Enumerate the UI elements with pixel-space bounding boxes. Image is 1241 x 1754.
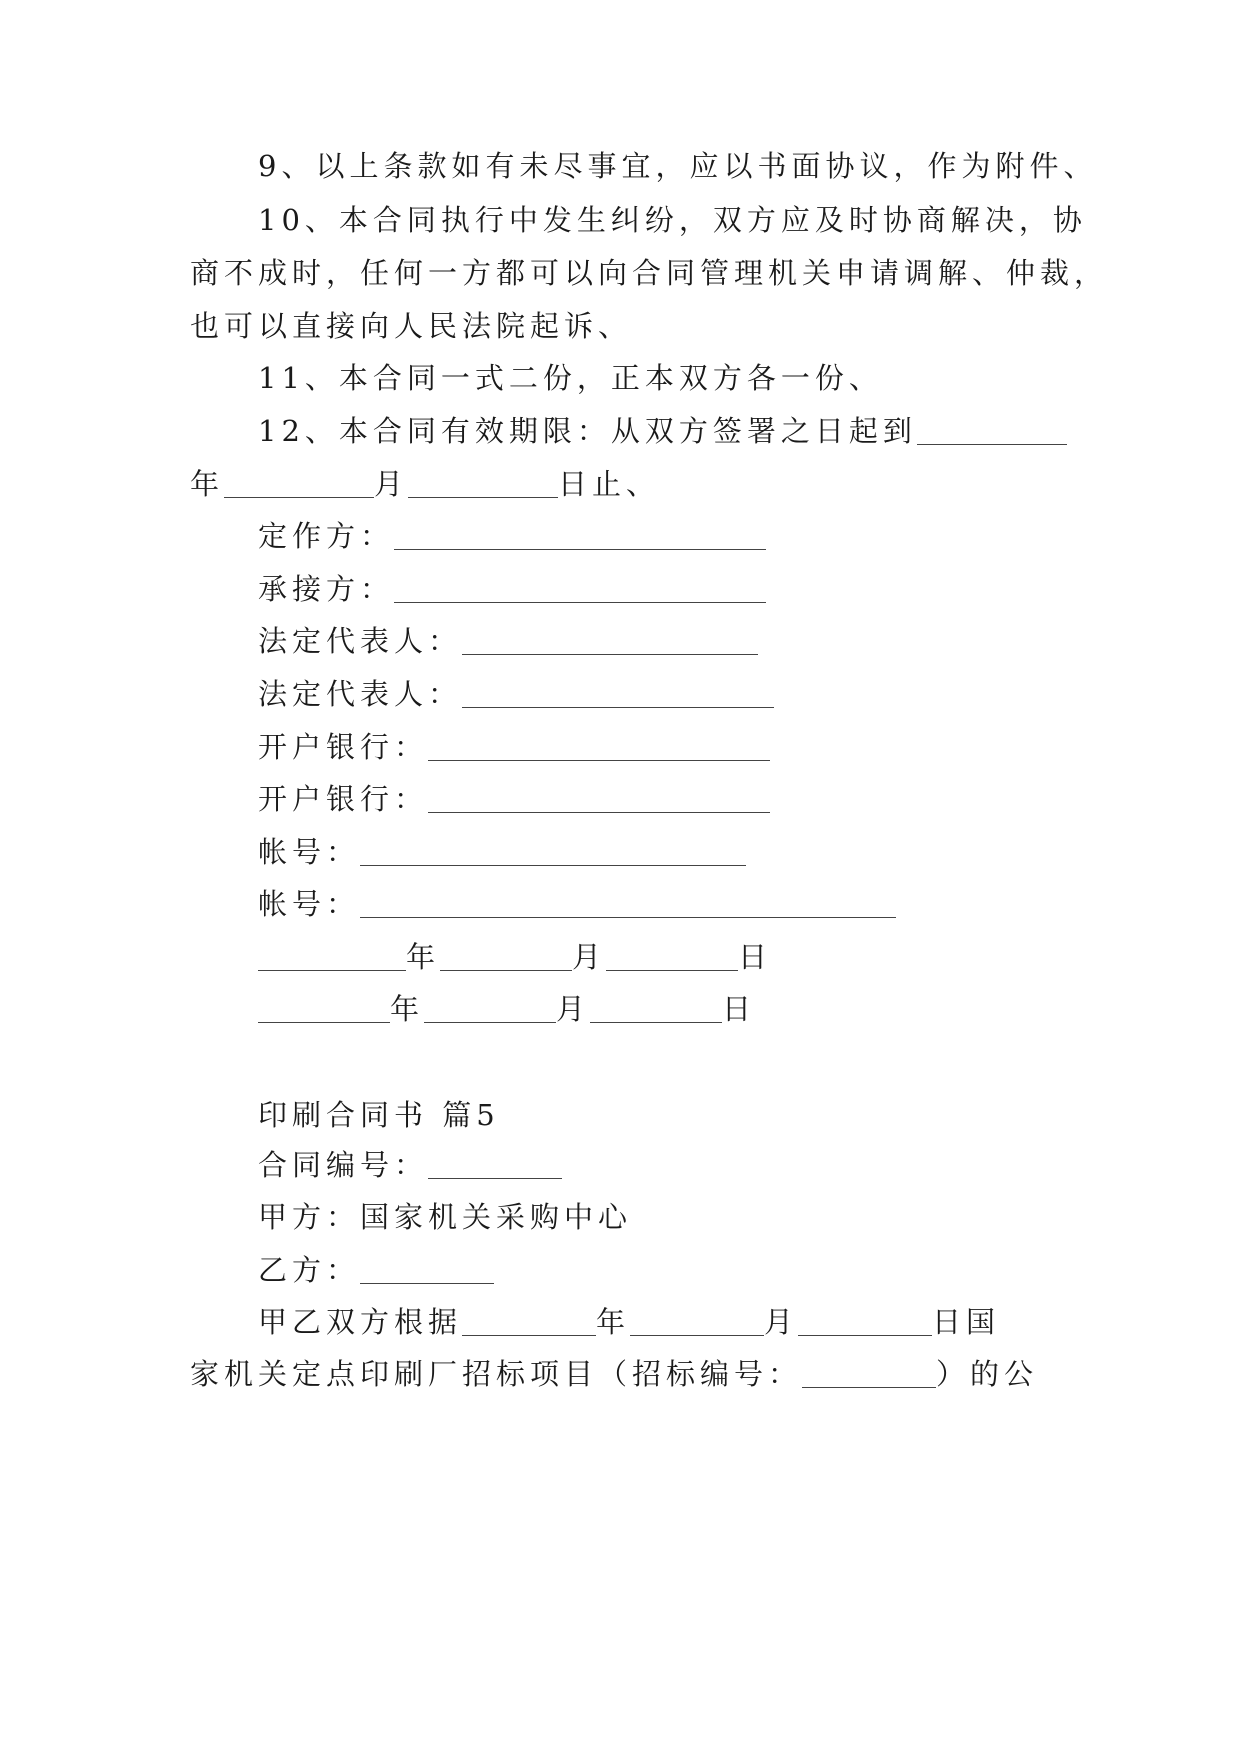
bank-2-line bbox=[258, 779, 770, 819]
date-line-2 bbox=[258, 989, 756, 1029]
year-blank-2 bbox=[224, 467, 374, 498]
date-1-day-blank bbox=[606, 940, 738, 971]
party-a: 甲方：国家机关采购中心 bbox=[258, 1200, 633, 1234]
bank-2-blank bbox=[428, 782, 770, 813]
date-1-day: 日 bbox=[738, 940, 773, 974]
orderer-blank bbox=[394, 519, 766, 550]
legal-rep-1-line bbox=[258, 621, 758, 661]
contract-no-label: 合同编号： bbox=[258, 1148, 429, 1182]
clause-12-line-2 bbox=[190, 464, 660, 504]
clause-11: 11、本合同一式二份，正本双方各一份、 bbox=[258, 361, 883, 395]
party-b-label: 乙方： bbox=[258, 1253, 361, 1287]
clause-10-line-1: 10、本合同执行中发生纠纷，双方应及时协商解决，协 bbox=[258, 203, 1087, 237]
month-label: 月 bbox=[374, 467, 409, 501]
legal-rep-1-label: 法定代表人： bbox=[258, 624, 463, 658]
date-2-year-blank bbox=[258, 992, 390, 1023]
clause-9: 9、以上条款如有未尽事宜，应以书面协议，作为附件、 bbox=[258, 149, 1098, 183]
legal-rep-2-blank bbox=[462, 677, 774, 708]
intro-month: 月 bbox=[764, 1305, 799, 1339]
account-1-label: 帐号： bbox=[258, 835, 361, 869]
party-b-line bbox=[258, 1250, 494, 1290]
date-1-year-blank bbox=[258, 940, 406, 971]
date-2-month-blank bbox=[424, 992, 556, 1023]
clause-10-line-2: 商不成时，任何一方都可以向合同管理机关申请调解、仲裁， bbox=[190, 256, 1109, 290]
contractor-line bbox=[258, 569, 766, 609]
bank-2-label: 开户银行： bbox=[258, 782, 429, 816]
bank-1-label: 开户银行： bbox=[258, 730, 429, 764]
bank-1-line bbox=[258, 727, 770, 767]
orderer-line bbox=[258, 516, 766, 556]
orderer-label: 定作方： bbox=[258, 519, 395, 553]
month-blank bbox=[408, 467, 558, 498]
bank-1-blank bbox=[428, 730, 770, 761]
intro-line-2 bbox=[190, 1354, 1038, 1394]
date-2-year: 年 bbox=[390, 992, 425, 1026]
date-2-month: 月 bbox=[556, 992, 591, 1026]
party-b-blank bbox=[360, 1253, 494, 1284]
clause-12-text: 12、本合同有效期限：从双方签署之日起到 bbox=[258, 414, 917, 448]
account-2-line bbox=[258, 884, 896, 924]
clause-12-line-1 bbox=[258, 411, 1067, 451]
day-end-label: 日止、 bbox=[558, 467, 661, 501]
account-1-blank bbox=[360, 835, 746, 866]
date-2-day: 日 bbox=[722, 992, 757, 1026]
date-1-month-blank bbox=[440, 940, 572, 971]
legal-rep-2-label: 法定代表人： bbox=[258, 677, 463, 711]
legal-rep-1-blank bbox=[462, 624, 758, 655]
intro-text-3: ）的公 bbox=[936, 1357, 1039, 1391]
intro-line-1 bbox=[258, 1302, 1000, 1342]
intro-year: 年 bbox=[596, 1305, 631, 1339]
intro-month-blank bbox=[630, 1305, 764, 1336]
contractor-blank bbox=[394, 572, 766, 603]
clause-10-line-3: 也可以直接向人民法院起诉、 bbox=[190, 309, 633, 343]
intro-day-end: 日国 bbox=[932, 1305, 1001, 1339]
account-2-label: 帐号： bbox=[258, 887, 361, 921]
intro-year-blank bbox=[462, 1305, 596, 1336]
year-blank bbox=[917, 414, 1067, 445]
year-label: 年 bbox=[190, 467, 225, 501]
account-1-line bbox=[258, 832, 746, 872]
date-1-year: 年 bbox=[406, 940, 441, 974]
contractor-label: 承接方： bbox=[258, 572, 395, 606]
intro-text-2: 家机关定点印刷厂招标项目（招标编号： bbox=[190, 1357, 803, 1391]
contract-no-line bbox=[258, 1145, 562, 1185]
intro-text-1: 甲乙双方根据 bbox=[258, 1305, 463, 1339]
account-2-blank bbox=[360, 887, 896, 918]
section-title: 印刷合同书 篇5 bbox=[258, 1098, 500, 1132]
tender-no-blank bbox=[802, 1357, 936, 1388]
intro-day-blank bbox=[798, 1305, 932, 1336]
date-2-day-blank bbox=[590, 992, 722, 1023]
date-1-month: 月 bbox=[572, 940, 607, 974]
contract-no-blank bbox=[428, 1148, 562, 1179]
date-line-1 bbox=[258, 937, 772, 977]
legal-rep-2-line bbox=[258, 674, 774, 714]
